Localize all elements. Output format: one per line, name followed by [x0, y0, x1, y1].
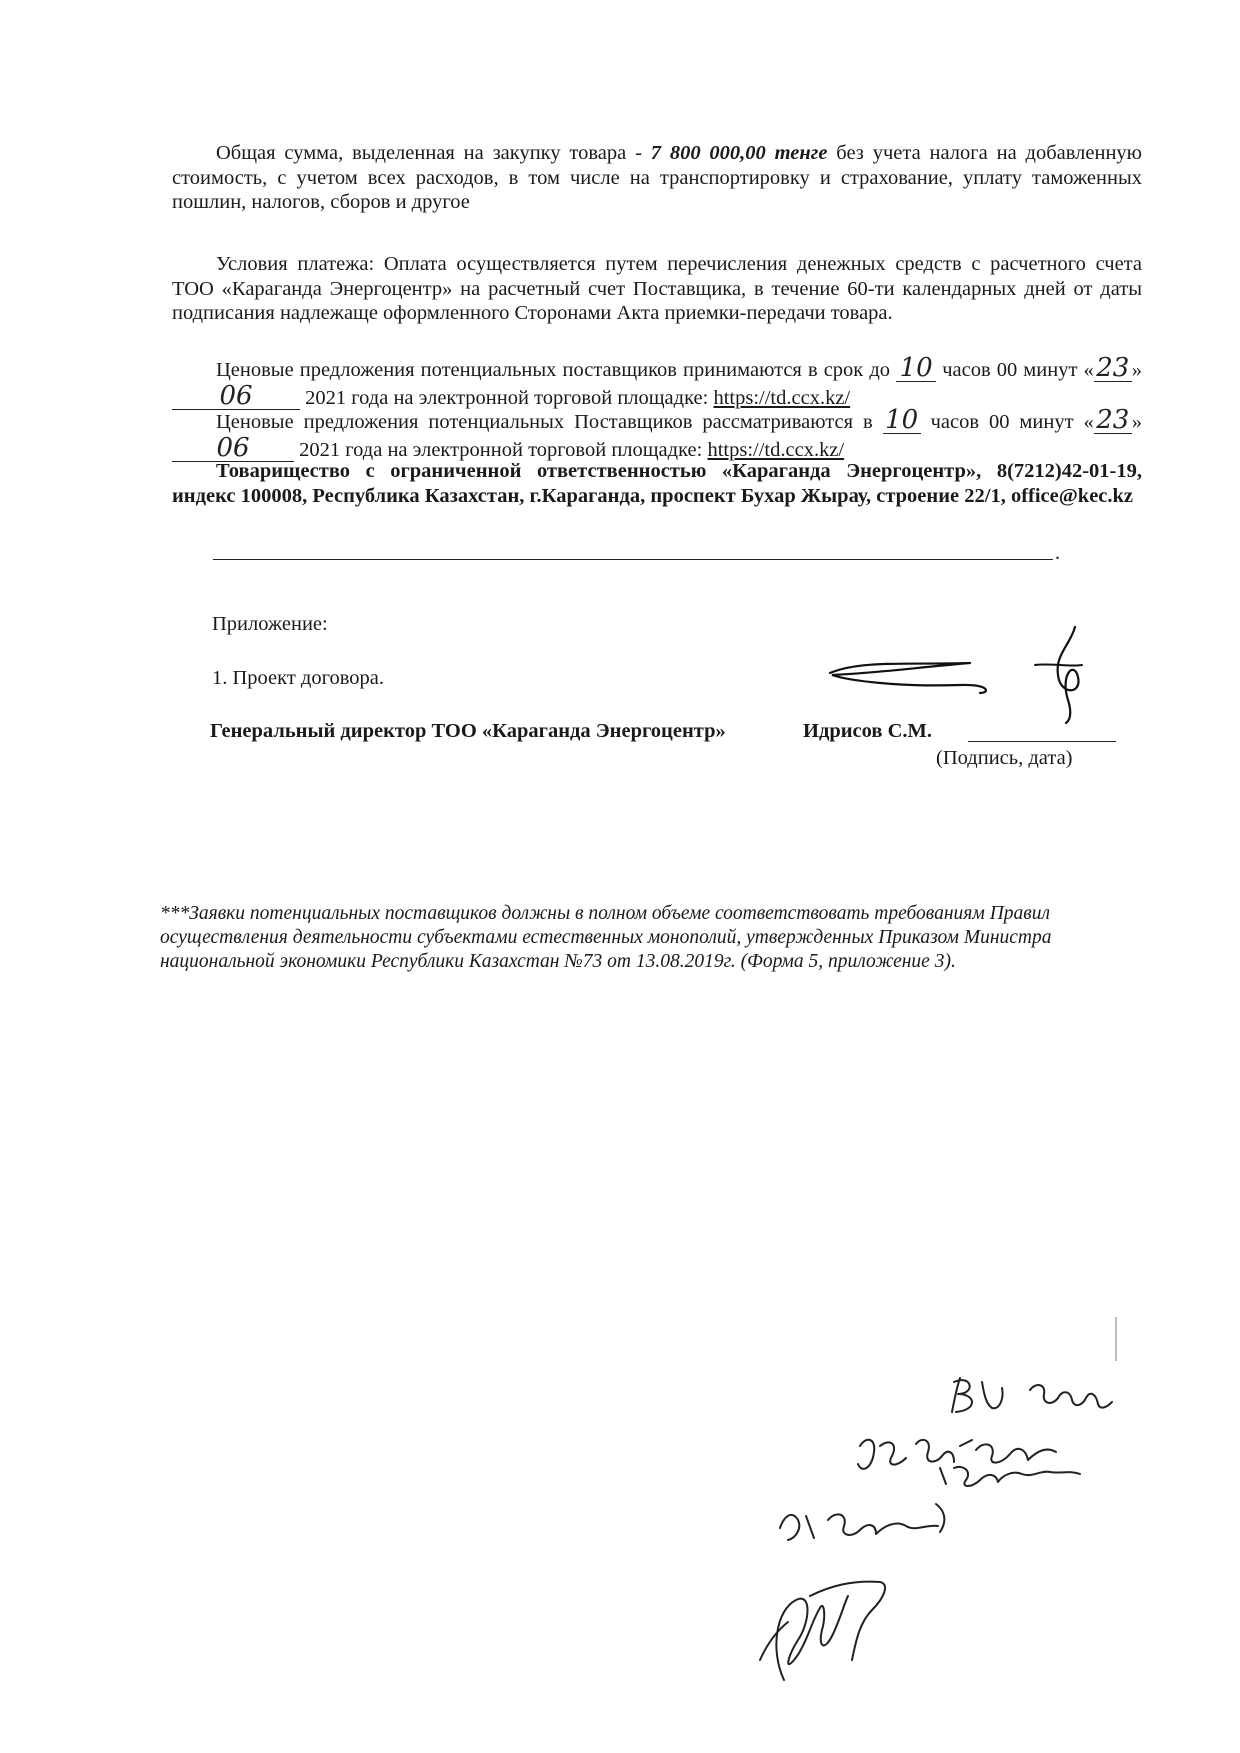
- review-day-field: [1094, 407, 1132, 434]
- submission-month-field: [172, 380, 300, 411]
- amount-conditions-text: без учета налога на добавленную стоимость, с учетом всех расходов, в том числе на транспортировку и страхование, уплату таможенных пошлин, налогов, сборов и другое: [172, 142, 1142, 214]
- review-text-a: Ценовые предложения потенциальных Поставщиков рассматриваются в: [216, 411, 883, 433]
- signature-caption: (Подпись, дата): [936, 747, 1073, 769]
- review-text-b: часов 00 минут «: [920, 411, 1094, 433]
- director-signature: [820, 615, 1120, 725]
- paragraph-total-amount: [172, 141, 1142, 215]
- review-day-handwritten: 23: [1096, 405, 1130, 435]
- handwritten-approvals: [740, 1360, 1160, 1700]
- signatory-title: Генеральный директор ТОО «Караганда Энергоцентр»: [210, 720, 726, 742]
- review-hour-handwritten: 10: [885, 405, 919, 435]
- footnote: ***Заявки потенциальных поставщиков должны в полном объеме соответствовать требованиям Правил осуществления деятельности субъектами естественных монополий, утвержденных Приказом Министра национальной экономики Республики Казахстан №73 от 13.08.2019г. (Форма 5, приложение 3).: [160, 903, 1052, 972]
- paragraph-payment-terms: [172, 252, 1142, 326]
- separator-line: [213, 559, 1053, 560]
- submission-day-field: [1094, 355, 1132, 382]
- review-month-handwritten: 06: [216, 432, 250, 463]
- margin-mark: [1115, 1317, 1117, 1361]
- submission-text-c: 2021 года на электронной торговой площадке:: [300, 386, 714, 409]
- submission-text-b: часов 00 минут «: [936, 359, 1094, 381]
- review-month-field: [172, 432, 294, 463]
- appendix-item: 1. Проект договора.: [212, 667, 385, 689]
- separator-end-mark: .: [1055, 542, 1061, 564]
- submission-hour-field: [896, 355, 936, 382]
- submission-text-a: Ценовые предложения потенциальных поставщиков принимаются в срок до: [216, 359, 897, 381]
- review-hour-field: [883, 407, 921, 434]
- appendix-heading: Приложение:: [212, 613, 328, 635]
- review-platform-link[interactable]: https://td.ccx.kz/: [707, 438, 845, 461]
- review-quote-close: »: [1131, 411, 1142, 433]
- amount-intro-text: Общая сумма, выделенная на закупку товара -: [216, 142, 651, 164]
- review-text-c: 2021 года на электронной торговой площадке:: [294, 438, 708, 461]
- submission-month-handwritten: 06: [219, 380, 253, 411]
- paragraph-review-date: [172, 407, 1142, 462]
- paragraph-organization-details: [172, 459, 1142, 508]
- payment-terms-text: Условия платежа: Оплата осуществляется путем перечисления денежных средств с расчетного счета ТОО «Караганда Энергоцентр» на расчетный счет Поставщика, в течение 60-ти календарных дней от даты подписания надлежаще оформленного Сторонами Акта приемки-передачи товара.: [172, 253, 1142, 325]
- signature-line: [968, 741, 1116, 742]
- paragraph-submission-deadline: [172, 355, 1142, 410]
- total-amount: 7 800 000,00 тенге: [650, 142, 828, 164]
- submission-platform-link[interactable]: https://td.ccx.kz/: [713, 386, 851, 409]
- signatory-name: Идрисов С.М.: [803, 720, 932, 742]
- submission-day-handwritten: 23: [1096, 353, 1130, 383]
- submission-quote-close: »: [1131, 359, 1142, 381]
- organization-details-text: Товарищество с ограниченной ответственностью «Караганда Энергоцентр», 8(7212)42-01-19, индекс 100008, Республика Казахстан, г.Караганда, проспект Бухар Жырау, строение 22/1, office@kec.kz: [172, 460, 1142, 507]
- submission-hour-handwritten: 10: [899, 353, 933, 383]
